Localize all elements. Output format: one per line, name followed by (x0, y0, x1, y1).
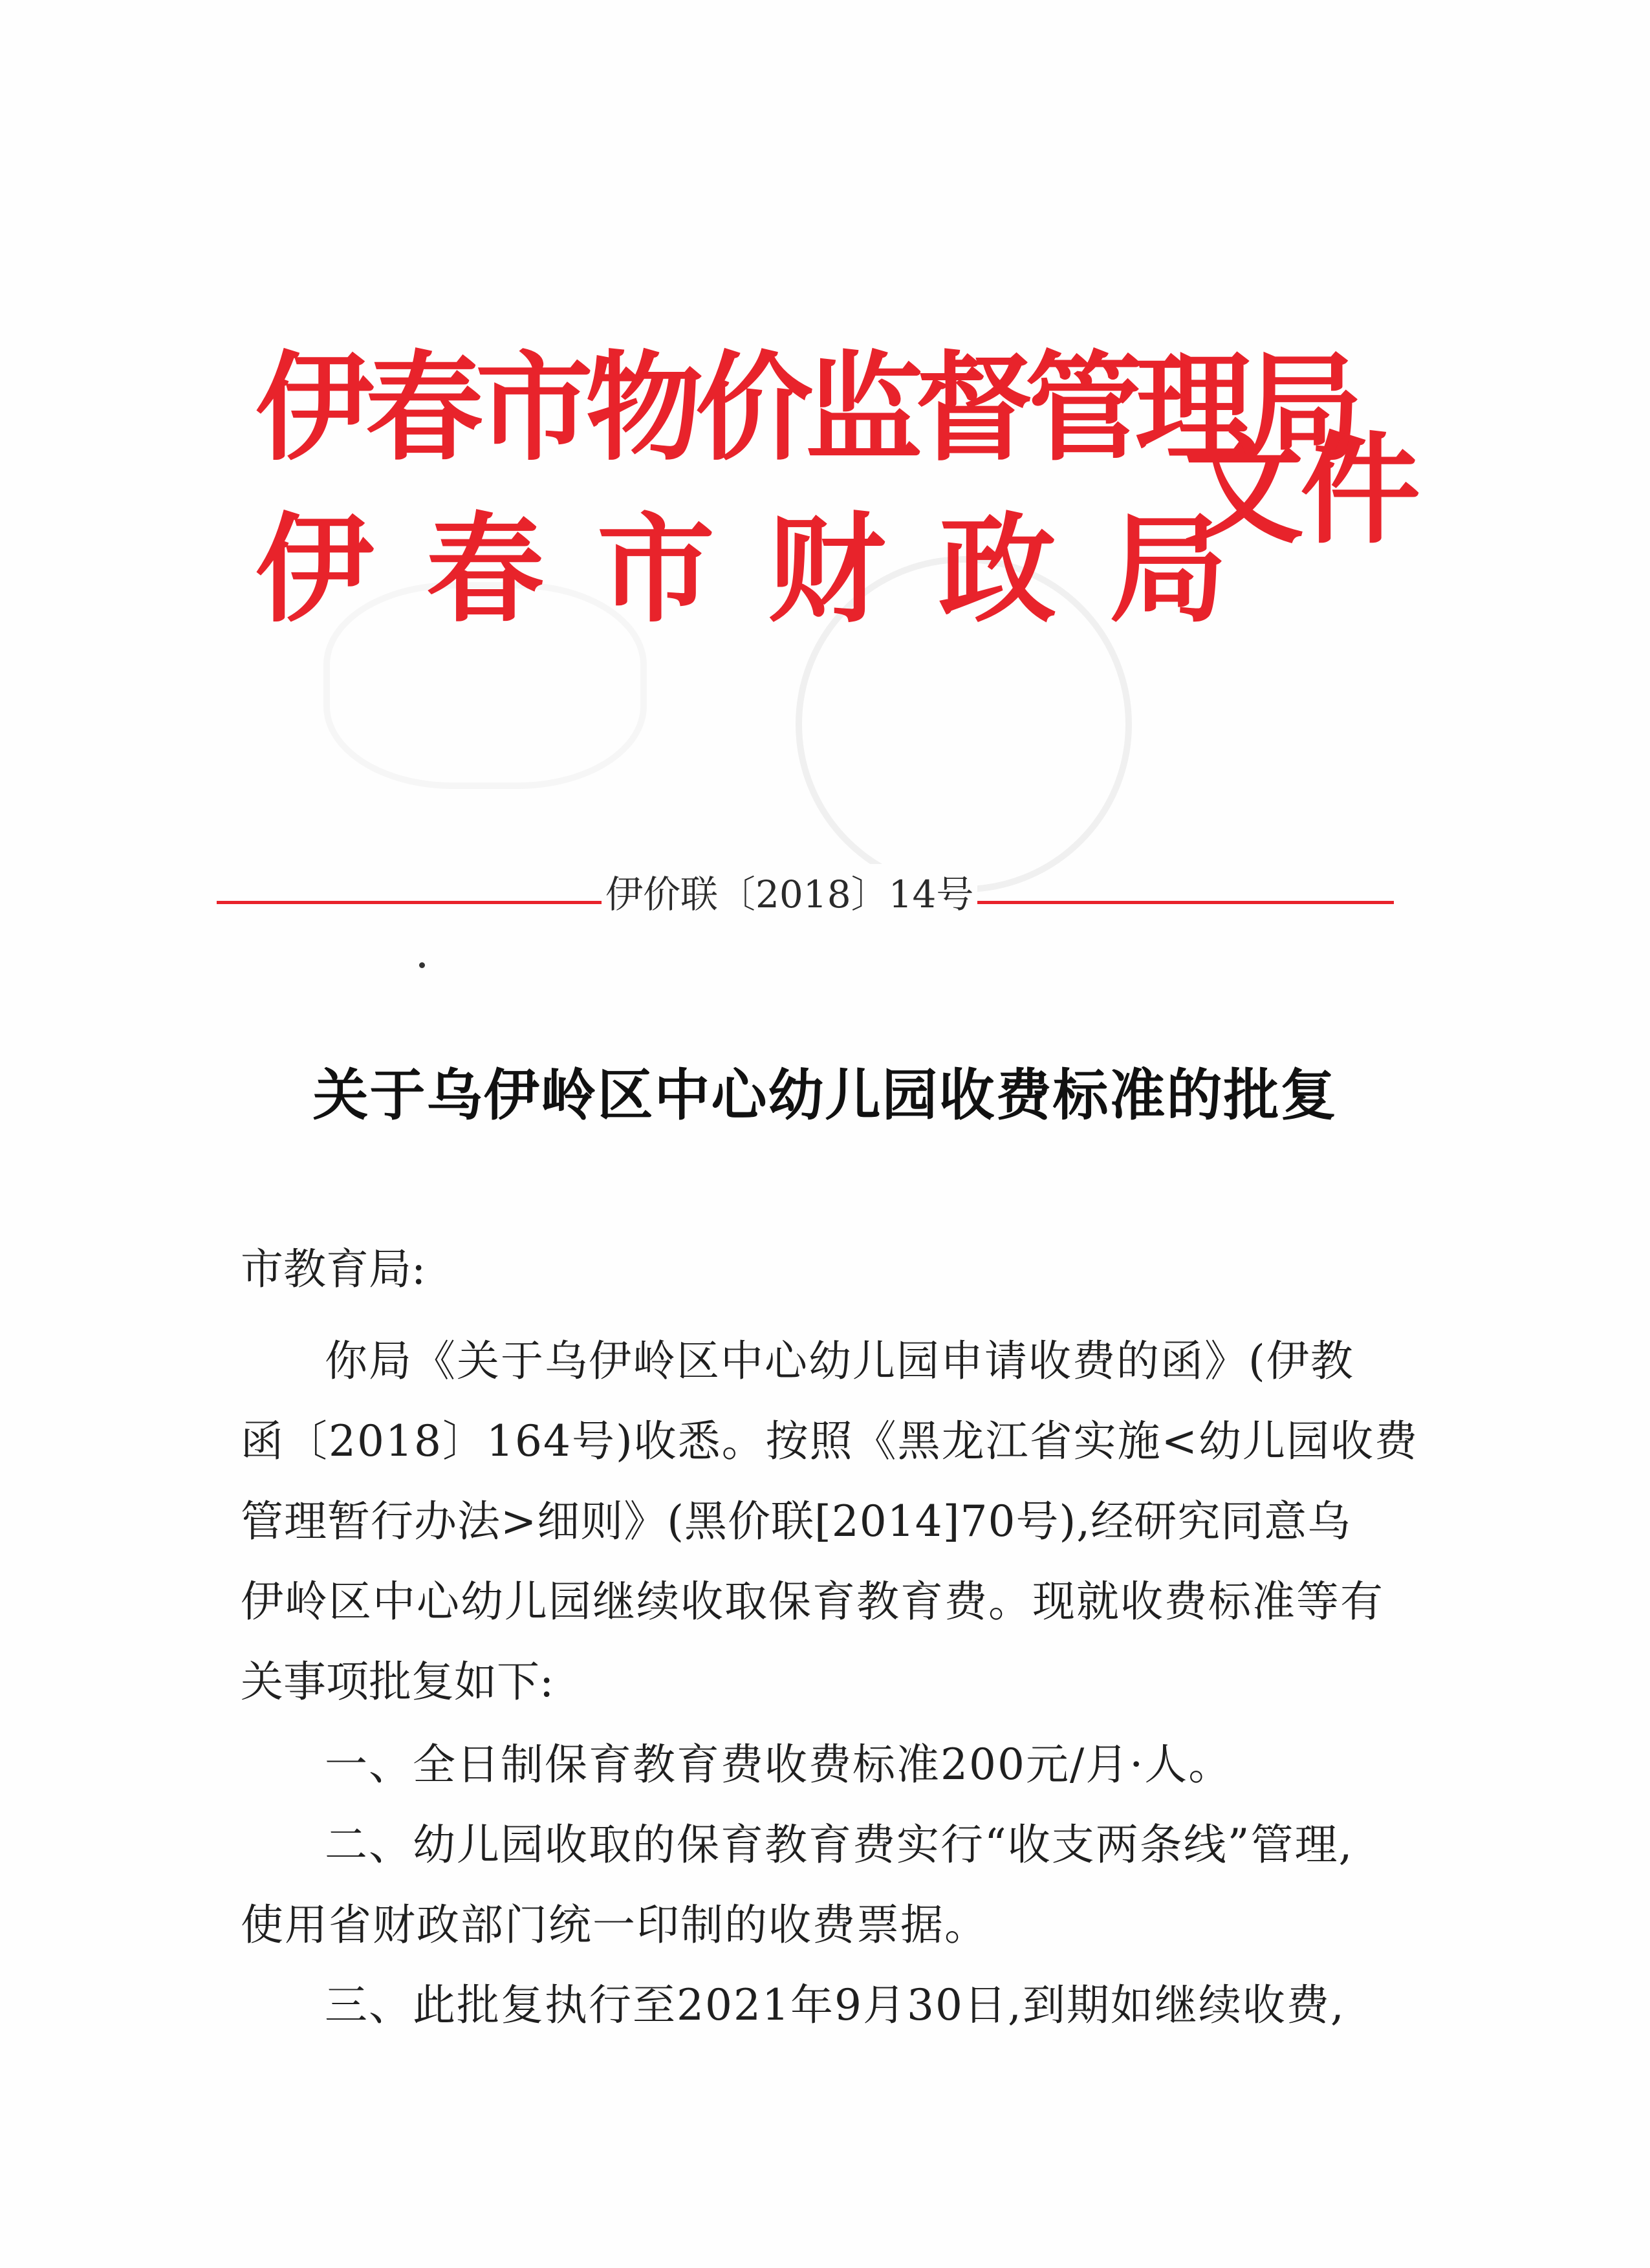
document-title: 关于乌伊岭区中心幼儿园收费标准的批复 (312, 1063, 1338, 1128)
body-line-item-3: 三、此批复执行至2021年9月30日,到期如继续收费, (325, 1980, 1345, 2030)
recipient-line: 市教育局: (241, 1244, 426, 1294)
body-line: 关事项批复如下: (241, 1657, 554, 1707)
document-number: 伊价联〔2018〕14号 (602, 864, 977, 918)
issuer-line-1: 伊春市物价监督管理局 (255, 340, 1355, 477)
body-line-item-2: 二、幼儿园收取的保育教育费实行“收支两条线”管理, (325, 1820, 1354, 1870)
issuer-line-2: 伊春市财政局 (255, 501, 1280, 638)
body-line: 使用省财政部门统一印制的收费票据。 (241, 1900, 988, 1950)
body-line: 管理暂行办法>细则》(黑价联[2014]70号),经研究同意乌 (241, 1496, 1351, 1546)
body-line: 伊岭区中心幼儿园继续收取保育教育费。现就收费标准等有 (241, 1577, 1384, 1626)
file-suffix: 文件 (1184, 420, 1417, 560)
stray-dot-mark (419, 962, 425, 968)
body-line: 函〔2018〕164号)收悉。按照《黑龙江省实施<幼儿园收费 (241, 1416, 1418, 1466)
body-line-item-1: 一、全日制保育教育费收费标准200元/月·人。 (325, 1740, 1233, 1789)
body-line: 你局《关于乌伊岭区中心幼儿园申请收费的函》(伊教 (325, 1336, 1354, 1386)
